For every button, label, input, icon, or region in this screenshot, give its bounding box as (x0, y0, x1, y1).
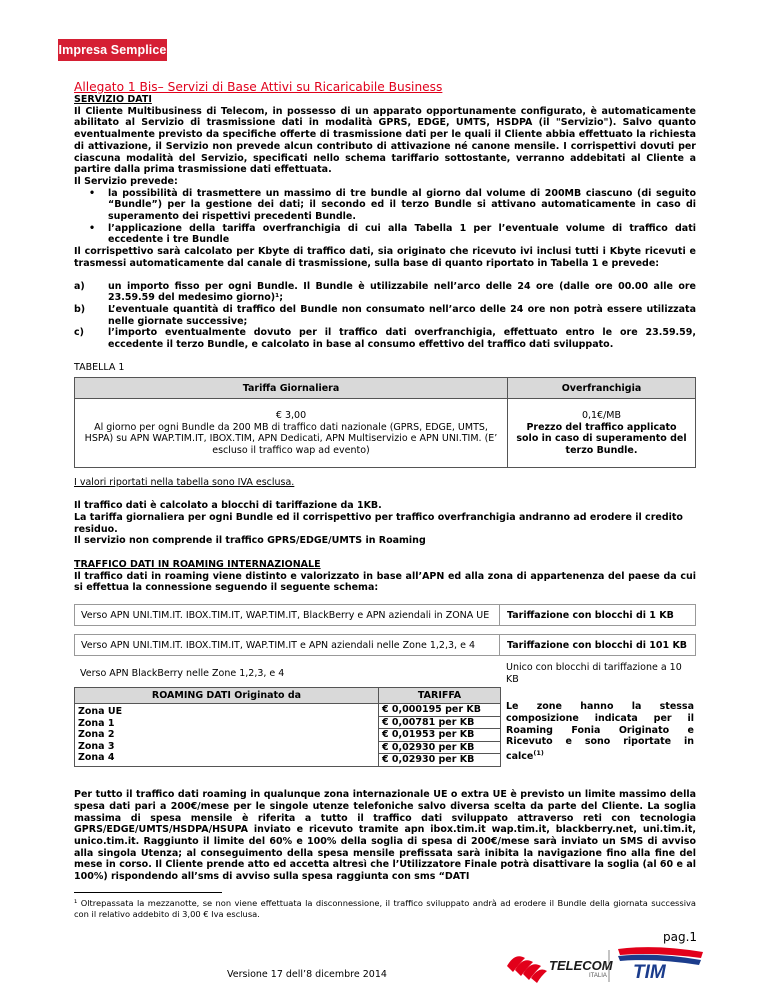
list-text: l’importo eventualmente dovuto per il traffico dati overfranchigia, effettuato entro le ore 23.59.59, eccedente il terzo Bundle, e calcolato in base al consumo effettivo del traffico dati sviluppato. (108, 327, 696, 351)
zone-name: Zona 3 (78, 740, 115, 752)
zone-name: Zona 4 (78, 752, 115, 764)
footnote: ¹ Oltrepassata la mezzanotte, se non viene effettuata la disconnessione, il traffico sviluppato andrà ad erodere il Bundle della giornata successiva con il relativo addebito di 3,00 € Iva esclusa. (74, 898, 696, 919)
roaming-row-apn: Verso APN UNI.TIM.IT. IBOX.TIM.IT, WAP.TIM.IT, BlackBerry e APN aziendali in ZONA UE (81, 610, 490, 622)
document-body (74, 94, 696, 883)
list-text: un importo fisso per ogni Bundle. Il Bundle è utilizzabile nell’arco delle 24 ore (dalle ore 00.00 alle ore 23.59.59 del medesimo giorno)¹; (108, 280, 696, 304)
tariffa-price: € 3,00 (275, 410, 307, 422)
telecom-tim-logo (505, 946, 720, 986)
paragraph-intro: Il Cliente Multibusiness di Telecom, in possesso di un apparato opportunamente configurato, è automaticamente abilitato al Servizio di trasmissione dati in modalità GPRS, EDGE, UMTS, HSDPA (il "Servizio"). Salvo quanto eventualmente previsto da specifiche offerte di trasmissione dati per le quali il Cliente abbia effettuato la richiesta di attivazione, il Servizio non prevede alcun contributo di attivazione né canone mensile. I corrispettivi dovuti per ciascuna modalità del Servizio, specificati nello schema tariffario sottostante, verranno addebitati al Cliente a partire dalla prima trasmissione dati effettuata. (74, 105, 696, 176)
list-item: • la possibilità di trasmettere un massimo di tre bundle al giorno dal volume di 200MB ciascuno (di seguito “Bundle”) per la gestione dei dati; il secondo ed il terzo Bundle si attivano automaticamente in caso di superamento dei rispettivi precedenti Bundle. (108, 188, 696, 223)
roaming-row-rate: Tariffazione con blocchi di 101 KB (507, 640, 688, 652)
zone-note-text: Le zone hanno la stessa composizione indicata per il Roaming Fonia Originato e Ricevuto e sono riportate in calce (506, 701, 694, 763)
blackberry-rate: Unico con blocchi di tariffazione a 10 KB (506, 662, 682, 685)
zone-tariff: € 0,01953 per KB (379, 729, 500, 742)
zone-note-ref: (1) (533, 748, 544, 757)
overfranchigia-price: 0,1€/MB (581, 410, 622, 422)
list-label: c) (74, 327, 84, 339)
tim-wordmark: TIM (633, 962, 666, 983)
note-line: La tariffa giornaliera per ogni Bundle ed il corrispettivo per traffico overfranchigia andranno ad erodere il credito residuo. (74, 511, 683, 535)
zone-name: Zona 1 (78, 717, 115, 729)
zone-tariff: € 0,02930 per KB (382, 754, 475, 766)
paragraph-prevede: Il Servizio prevede: (74, 175, 178, 187)
list-label: a) (74, 280, 85, 292)
brand-badge: Impresa Semplice (58, 39, 167, 61)
note-line: Il traffico dati è calcolato a blocchi di tariffazione da 1KB. (74, 500, 382, 512)
overfranchigia-description: Prezzo del traffico applicato solo in caso di superamento del terzo Bundle. (516, 421, 687, 456)
section-heading-roaming: TRAFFICO DATI IN ROAMING INTERNAZIONALE (74, 558, 321, 570)
tariff-cell (379, 704, 501, 767)
document-title: Allegato 1 Bis– Servizi di Base Attivi su Ricaricabile Business (74, 80, 443, 94)
roaming-zone-block (74, 687, 696, 783)
zone-tariff: € 0,00781 per KB (379, 717, 500, 730)
roaming-row (74, 634, 696, 656)
blackberry-row (74, 659, 696, 687)
list-item: • l’applicazione della tariffa overfranchigia di cui alla Tabella 1 per l’eventuale volume di traffico dati eccedente i tre Bundle (108, 223, 696, 246)
note-line: Il servizio non comprende il traffico GPRS/EDGE/UMTS in Roaming (74, 535, 426, 547)
table-cell-overfranchigia (508, 399, 696, 468)
table-header-tariffa: Tariffa Giornaliera (75, 378, 508, 399)
table-header-overfranchigia: Overfranchigia (508, 378, 696, 399)
zone-name: Zona 2 (78, 729, 115, 741)
version-label: Versione 17 dell’8 dicembre 2014 (227, 969, 387, 980)
zone-tariff: € 0,02930 per KB (379, 742, 500, 755)
zone-cell (75, 704, 379, 767)
lettered-list (74, 281, 696, 351)
tariffa-description: Al giorno per ogni Bundle da 200 MB di traffico dati nazionale (GPRS, EDGE, UMTS, HSPA) su APN WAP.TIM.IT, IBOX.TIM, APN Dedicati, APN Multiservizio e APN UNI.TIM. (E’ escluso il traffico wap ad evento) (84, 421, 498, 456)
list-item (74, 327, 696, 351)
zone-name: Zona UE (78, 706, 123, 718)
footnote-separator (74, 892, 222, 893)
bullet-list (74, 188, 696, 247)
list-text: L’eventuale quantità di traffico del Bundle non consumato nell’arco delle 24 ore non potrà essere utilizzata nelle giornate successive; (108, 303, 696, 327)
zone-note (506, 701, 694, 763)
zone-table (74, 687, 501, 767)
section-heading-servizio-dati: SERVIZIO DATI (74, 94, 152, 105)
paragraph-roaming-intro: Il traffico dati in roaming viene distinto e valorizzato in base all’APN ed alla zona di appartenenza del paese da cui si effettua la connessione seguendo il seguente schema: (74, 570, 696, 594)
list-item (74, 280, 696, 304)
blackberry-apn: Verso APN BlackBerry nelle Zone 1,2,3, e 4 (80, 668, 285, 680)
zone-header: ROAMING DATI Originato da (75, 688, 379, 704)
tariffa-header: TARIFFA (379, 688, 501, 704)
iva-note: I valori riportati nella tabella sono IVA esclusa. (74, 477, 295, 489)
table-caption: TABELLA 1 (74, 361, 125, 373)
list-item (74, 303, 696, 327)
tariff-table (74, 377, 696, 468)
table-cell-tariffa (75, 399, 508, 468)
paragraph-corrispettivo: Il corrispettivo sarà calcolato per Kbyte di traffico dati, sia originato che ricevuto ivi inclusi tutti i Kbyte ricevuti e trasmessi automaticamente dal canale di trasmissione, sulla base di quanto riportato in Tabella 1 e prevede: (74, 246, 696, 269)
paragraph-roaming-limit: Per tutto il traffico dati roaming in qualunque zona internazionale UE o extra UE è previsto un limite massimo della spesa dati pari a 200€/mese per le singole utenze telefoniche salvo diversa scelta da parte del Cliente. La soglia massima di spesa mensile è riferita a tutto il traffico dati sviluppato attraverso reti con tecnologia GPRS/EDGE/UMTS/HSDPA/HSUPA inviato e ricevuto tramite apn ibox.tim.it wap.tim.it, blackberry.net, uni.tim.it, unico.tim.it. Raggiunto il limite del 60% e 100% della soglia di spesa di 200€/mese sarà inviato un SMS di avviso alla singola Utenza; al conseguimento della spesa mensile prefissata sarà inibita la navigazione fino alla fine del mese in corso. Il Cliente prende atto ed accetta altresì che l’Utilizzatore Finale potrà disattivare la soglia (al 60 e al 100%) rispondendo all’sms di avviso sulla spesa raggiunta con sms “DATI (74, 789, 696, 883)
telecom-wordmark: TELECOM (549, 958, 613, 973)
roaming-row-rate: Tariffazione con blocchi di 1 KB (507, 610, 674, 622)
roaming-row-apn: Verso APN UNI.TIM.IT. IBOX.TIM.IT, WAP.TIM.IT e APN aziendali nelle Zone 1,2,3, e 4 (81, 640, 475, 652)
roaming-row (74, 604, 696, 626)
page-number: pag.1 (663, 930, 698, 944)
italia-wordmark: ITALIA (589, 973, 607, 979)
zone-tariff: € 0,000195 per KB (379, 704, 500, 717)
list-label: b) (74, 303, 86, 315)
